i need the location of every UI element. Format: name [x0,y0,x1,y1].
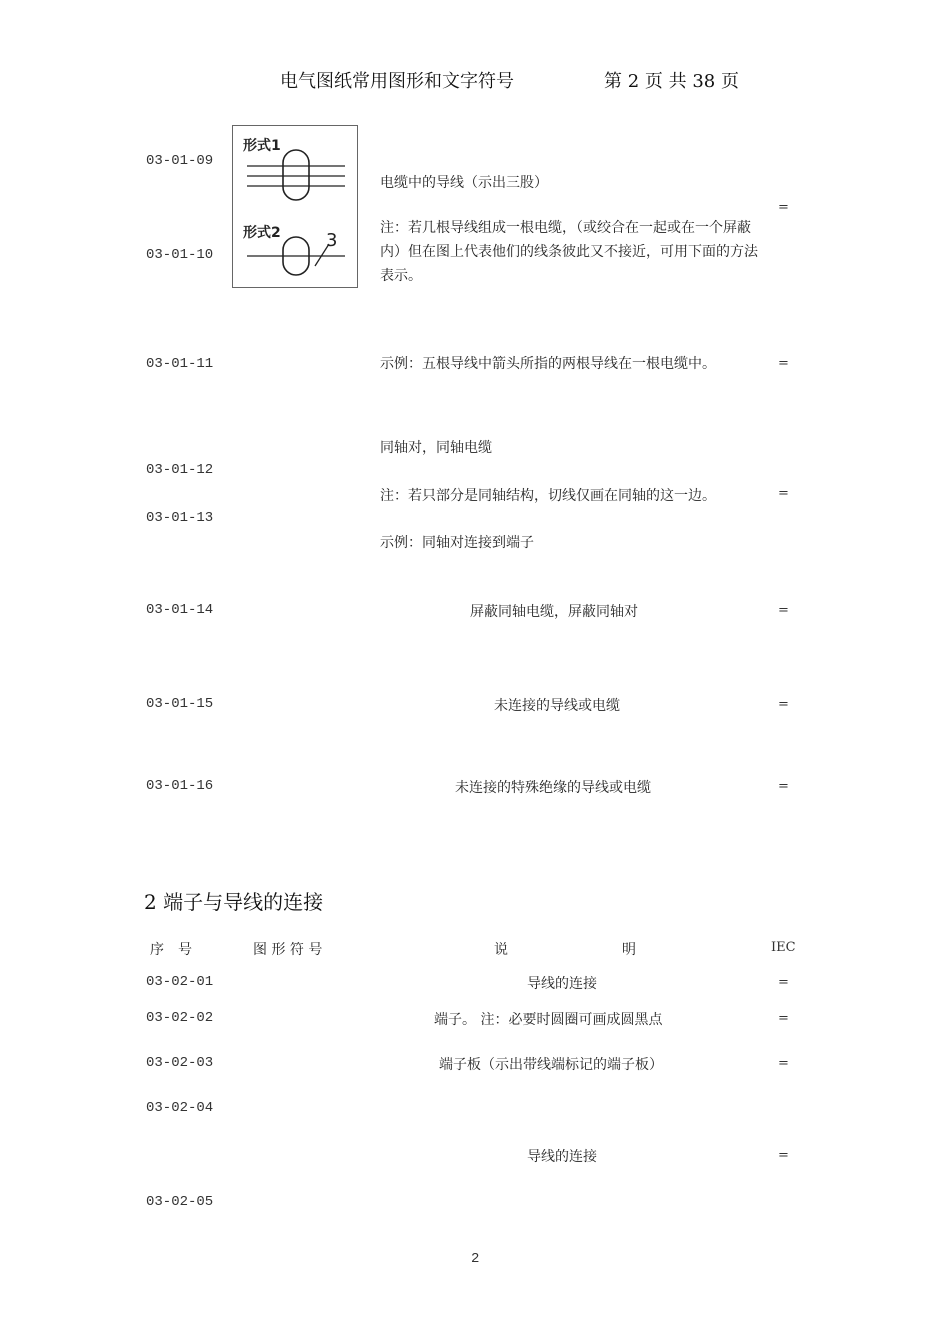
conductor-count: 3 [326,230,338,251]
iec-mark: = [778,603,789,618]
item-code: 03-02-03 [146,1055,214,1071]
item-description: 导线的连接 [527,1149,597,1165]
iec-mark: = [778,697,789,712]
iec-mark: = [778,486,789,501]
item-description: 导线的连接 [527,976,597,992]
column-header-iec: IEC [771,940,796,955]
column-header-desc-b: 明 [622,942,636,958]
iec-mark: = [778,975,789,990]
iec-mark: = [778,1148,789,1163]
item-code: 03-01-11 [146,356,214,372]
item-code: 03-01-10 [146,247,214,263]
page-number: 2 [471,1251,480,1267]
iec-mark: = [778,1011,789,1026]
coax-description-title: 同轴对，同轴电缆 [380,440,492,456]
iec-mark: = [778,356,789,371]
form2-label: 形式2 [243,225,281,241]
iec-mark: = [778,200,789,215]
item-code: 03-01-13 [146,510,214,526]
item-code: 03-01-15 [146,696,214,712]
item-description: 未连接的导线或电缆 [494,698,620,714]
cable-oval-form1 [283,150,309,200]
item-description: 端子板（示出带线端标记的端子板） [439,1057,663,1073]
cable-description-note: 注：若几根导线组成一根电缆，（或绞合在一起或在一个屏蔽内）但在图上代表他们的线条彼此又不接近，可用下面的方法表示。 [380,220,758,284]
item-code: 03-01-16 [146,778,214,794]
coax-example: 示例：同轴对连接到端子 [380,535,534,551]
item-code: 03-01-09 [146,153,214,169]
cable-symbol-figure [232,125,358,288]
iec-mark: = [778,779,789,794]
document-title: 电气图纸常用图形和文字符号 [280,71,514,92]
item-code: 03-02-05 [146,1194,214,1210]
item-code: 03-02-02 [146,1010,214,1026]
item-code: 03-02-04 [146,1100,214,1116]
cable-symbol-drawing [233,126,357,287]
column-header-symbol: 图 形 符 号 [253,942,323,958]
column-header-seq: 序 号 [150,942,192,958]
section-heading: 2 端子与导线的连接 [144,890,324,914]
page-info: 第 2 页 共 38 页 [604,71,739,92]
item-description: 端子。 注：必要时圆圈可画成圆黑点 [434,1012,663,1028]
column-header-desc-a: 说 [494,942,508,958]
item-code: 03-01-14 [146,602,214,618]
iec-mark: = [778,1056,789,1071]
item-code: 03-01-12 [146,462,214,478]
coax-description-note: 注：若只部分是同轴结构，切线仅画在同轴的这一边。 [380,488,716,504]
cable-description-title: 电缆中的导线（示出三股） [380,175,548,191]
item-description: 示例：五根导线中箭头所指的两根导线在一根电缆中。 [380,356,716,372]
item-code: 03-02-01 [146,974,214,990]
form1-label: 形式1 [243,138,281,154]
item-description: 未连接的特殊绝缘的导线或电缆 [455,780,651,796]
item-description: 屏蔽同轴电缆，屏蔽同轴对 [470,604,638,620]
